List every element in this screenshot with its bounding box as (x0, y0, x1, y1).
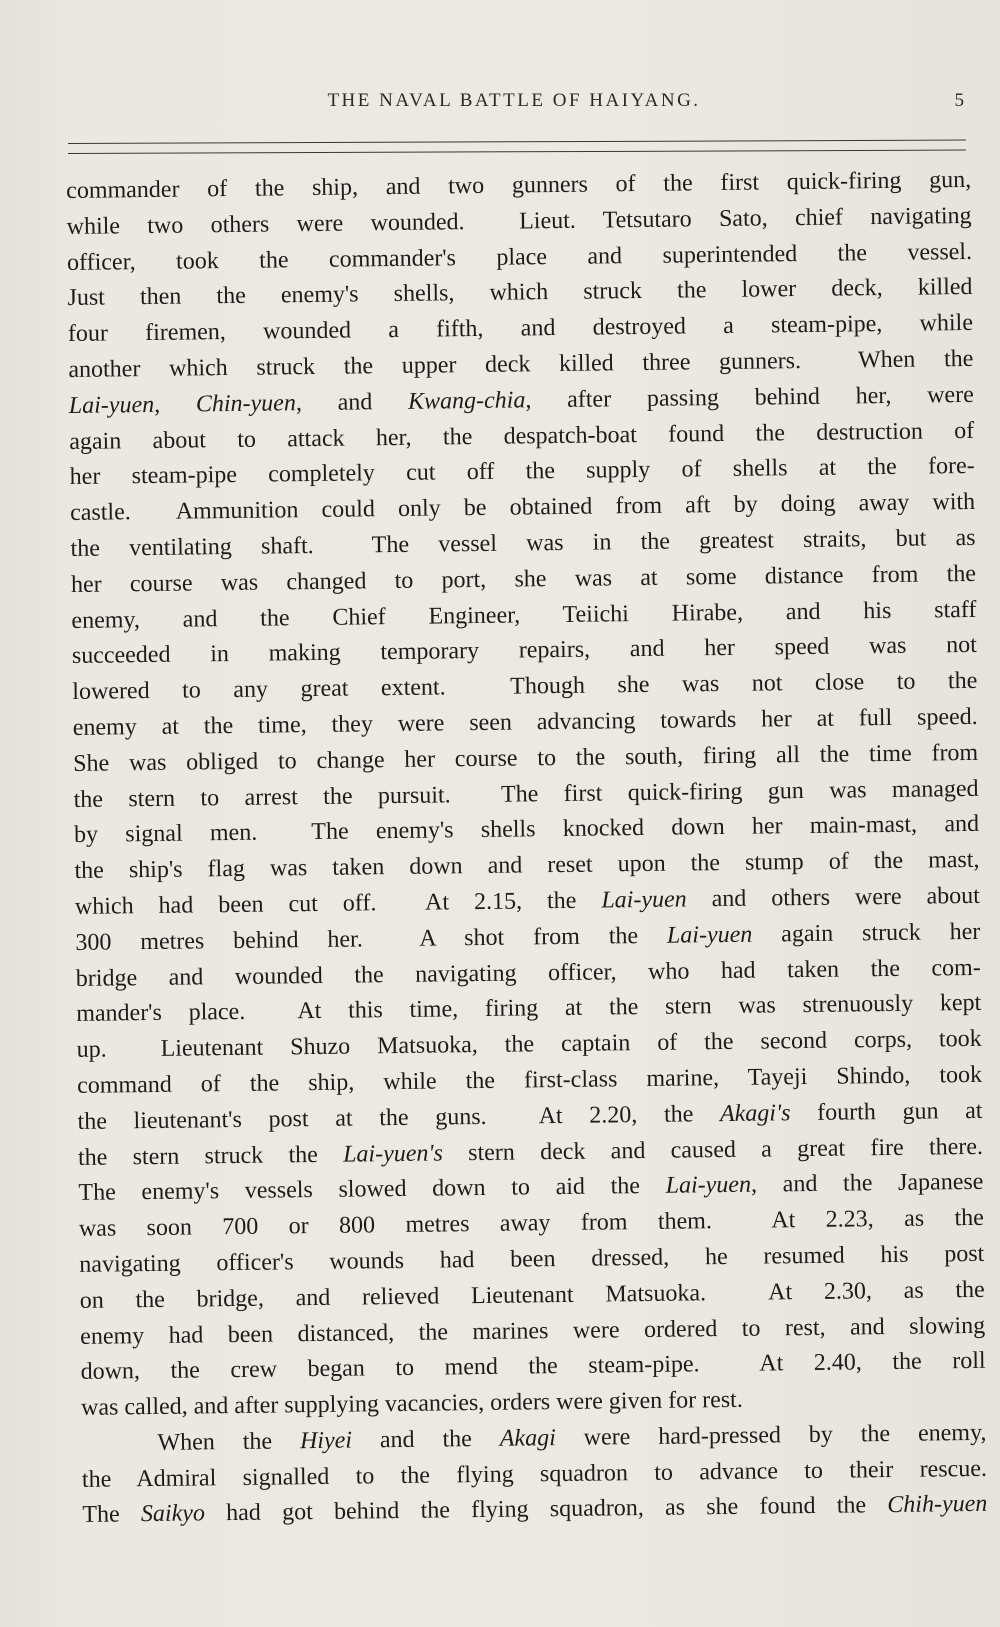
page-number: 5 (954, 90, 964, 111)
text-segment: enemy at the time, they were seen advancing towards her at full speed. (72, 703, 978, 741)
text-segment: , and (295, 388, 409, 416)
text-segment: and the (351, 1425, 500, 1454)
text-segment: down, the crew began to mend the steam-pipe. At 2.40, the roll (80, 1348, 986, 1386)
text-segment: castle. Ammunition could only be obtained from aft by doing away with (69, 489, 976, 527)
italic-ship-name: Saikyo (140, 1500, 206, 1528)
italic-ship-name: Lai-yuen (666, 921, 753, 949)
text-segment: and others were about (686, 882, 981, 913)
text-segment: commander of the ship, and two gunners of the first quick-firing gun, (66, 166, 972, 204)
text-segment: She was obliged to change her course to the south, firing all the time from (73, 739, 979, 777)
text-segment: by signal men. The enemy's shells knocked down her main-mast, and (73, 811, 980, 849)
text-segment: officer, took the commander's place and superintended the vessel. (66, 238, 973, 276)
text-segment: another which struck the upper deck killed three gunners. When the (68, 345, 974, 383)
text-segment: the ship's flag was taken down and reset upon the stump of the mast, (74, 847, 980, 885)
italic-ship-name: Akagi (499, 1425, 556, 1452)
text-segment: bridge and wounded the navigating officer, who had taken the com- (75, 954, 981, 992)
italic-ship-name: Kwang-chia (407, 387, 526, 415)
text-segment: up. Lieutenant Shuzo Matsuoka, the captain of the second corps, took (76, 1026, 982, 1064)
text-segment: stern deck and caused a great fire there. (442, 1133, 984, 1166)
text-segment: the ventilating shaft. The vessel was in the greatest straits, but as (70, 524, 976, 562)
text-segment: again about to attack her, the despatch-boat found the destruction of (69, 417, 975, 455)
text-segment: , (153, 391, 197, 418)
text-segment: When the (157, 1428, 301, 1456)
italic-ship-name: Chih-yuen (887, 1491, 988, 1519)
text-segment: mander's place. At this time, firing at the stern was strenuously kept (76, 990, 982, 1028)
text-segment: navigating officer's wounds had been dressed, he resumed his post (79, 1240, 985, 1278)
text-segment: succeeded in making temporary repairs, and her speed was not (71, 632, 977, 670)
text-segment: The (82, 1501, 142, 1529)
italic-ship-name: Lai-yuen (601, 886, 687, 914)
header-rule-top (68, 140, 966, 144)
body-text (66, 163, 988, 1534)
text-segment: again struck her (752, 918, 981, 948)
italic-ship-name: Hiyei (299, 1427, 353, 1455)
text-segment: was soon 700 or 800 metres away from them. At 2.23, as the (78, 1204, 984, 1243)
text-segment: , after passing behind her, were (525, 381, 974, 414)
italic-ship-name: Chin-yuen (195, 389, 297, 418)
text-segment: the stern to arrest the pursuit. The first quick-firing gun was managed (73, 775, 979, 813)
italic-ship-name: Akagi's (719, 1099, 791, 1127)
text-segment: which had been cut off. At 2.15, the (74, 887, 602, 920)
text-segment: enemy had been distanced, the marines were ordered to rest, and slowing (80, 1312, 986, 1350)
text-segment: her steam-pipe completely cut off the supply of shells at the fore- (69, 453, 975, 491)
text-segment: lowered to any great extent. Though she was not close to the (72, 668, 978, 706)
text-segment: four firemen, wounded a fifth, and destroyed a steam-pipe, while (67, 310, 974, 348)
text-segment: command of the ship, while the first-class marine, Tayeji Shindo, took (76, 1061, 983, 1099)
text-segment: fourth gun at (790, 1097, 983, 1126)
text-segment: the lieutenant's post at the guns. At 2.20, the (77, 1100, 721, 1135)
text-segment: the Admiral signalled to the flying squadron to advance to their rescue. (81, 1455, 988, 1493)
text-segment: were hard-pressed by the enemy, (555, 1419, 987, 1452)
header-rule-bottom (68, 150, 966, 154)
running-title: THE NAVAL BATTLE OF HAIYANG. (327, 90, 701, 111)
text-segment: on the bridge, and relieved Lieutenant Matsuoka. At 2.30, as the (79, 1276, 985, 1314)
italic-ship-name: Lai-yuen's (342, 1139, 444, 1168)
running-head (64, 88, 964, 118)
text-segment: the stern struck the (77, 1141, 344, 1171)
text-segment: enemy, and the Chief Engineer, Teiichi Hirabe, and his staff (71, 596, 977, 634)
text-segment: Just then the enemy's shells, which struck the lower deck, killed (67, 274, 973, 312)
text-segment: was called, and after supplying vacancies, orders were given for rest. (80, 1386, 743, 1422)
italic-ship-name: Lai-yuen (665, 1172, 752, 1200)
text-segment: while two others were wounded. Lieut. Tetsutaro Sato, chief navigating (66, 202, 972, 240)
text-segment: her course was changed to port, she was at some distance from the (70, 560, 977, 598)
text-segment: The enemy's vessels slowed down to aid the (78, 1173, 666, 1207)
italic-ship-name: Lai-yuen (68, 391, 155, 419)
text-segment: , and the Japanese (750, 1169, 984, 1199)
text-segment: 300 metres behind her. A shot from the (75, 922, 668, 956)
text-segment: had got behind the flying squadron, as she found the (204, 1492, 888, 1527)
